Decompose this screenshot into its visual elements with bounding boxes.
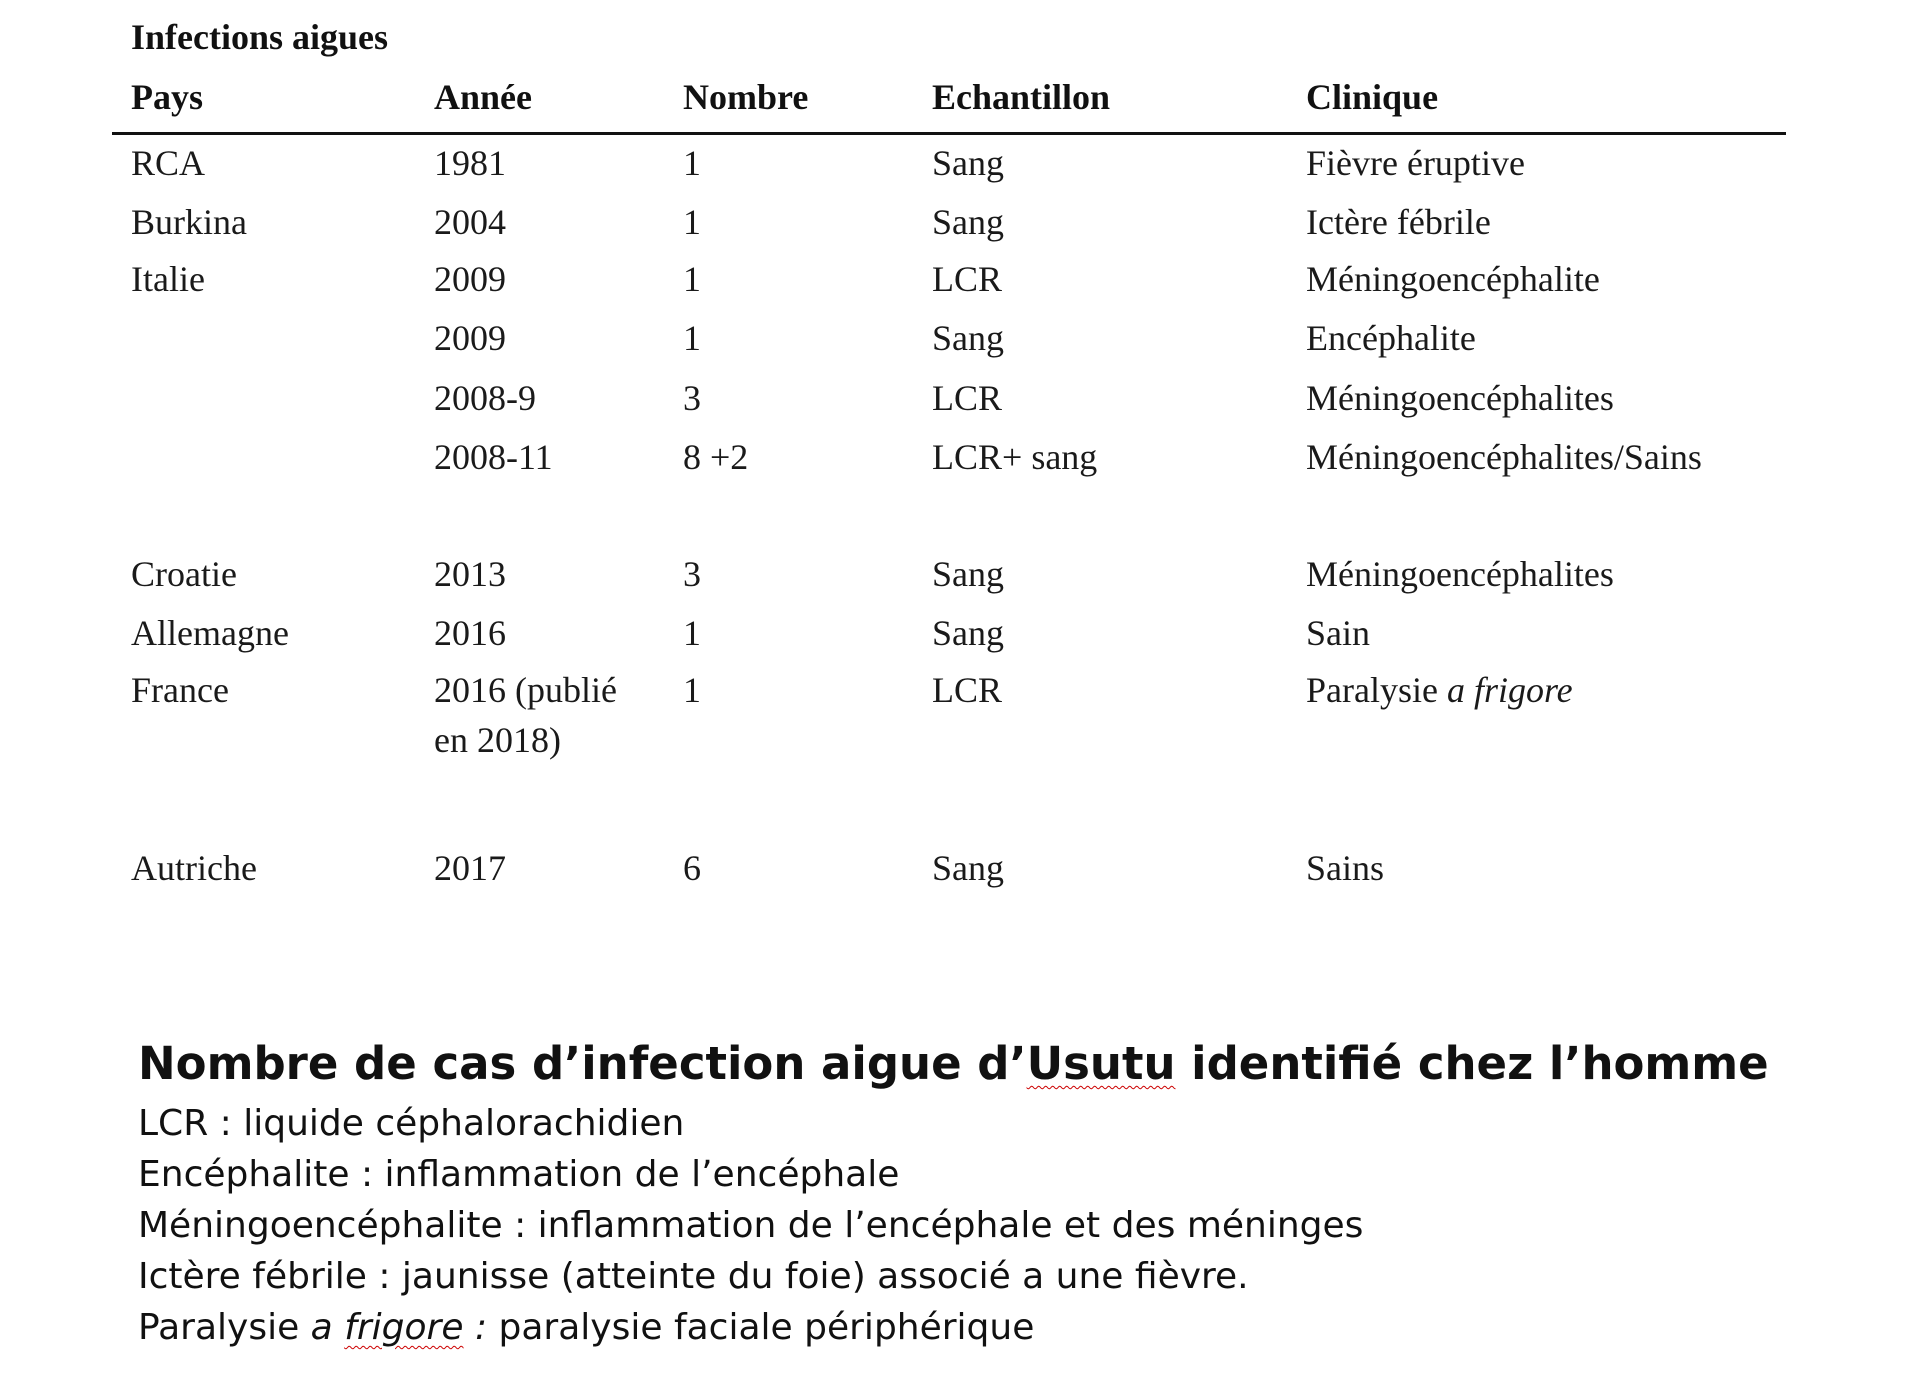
cell-clinique: Ictère fébrile: [1306, 202, 1491, 242]
cell-clinique: Sains: [1306, 848, 1385, 888]
cell-nombre: 1: [683, 613, 701, 653]
cell-echantillon: Sang: [932, 318, 1004, 358]
cell-clinique: Méningoencéphalites/Sains: [1306, 437, 1702, 477]
header-rule: [112, 132, 1786, 135]
definition-prefix: Paralysie: [138, 1307, 311, 1348]
column-header-echantillon: Echantillon: [932, 77, 1111, 117]
cell-nombre: 1: [683, 318, 701, 358]
cell-nombre: 6: [683, 848, 701, 888]
caption-title-pre: Nombre de cas d’infection aigue d’: [138, 1037, 1027, 1090]
cell-pays: Italie: [131, 259, 205, 299]
definition-line: Ictère fébrile : jaunisse (atteinte du foie) associé a une fièvre.: [138, 1256, 1249, 1297]
cell-nombre: 1: [683, 670, 701, 710]
table-row: [0, 373, 1920, 429]
clinique-text: Paralysie: [1306, 670, 1447, 710]
cell-annee: 2008-9: [434, 378, 536, 418]
cell-echantillon: Sang: [932, 848, 1004, 888]
cell-annee: 2016: [434, 613, 506, 653]
table-row: [0, 432, 1920, 488]
cell-clinique: Encéphalite: [1306, 318, 1476, 358]
table-row: [0, 313, 1920, 369]
definition-line: LCR : liquide céphalorachidien: [138, 1103, 685, 1144]
definition-line: [138, 1302, 1363, 1353]
cell-echantillon: Sang: [932, 143, 1004, 183]
table-row: [0, 254, 1920, 310]
table-row: [0, 665, 1920, 775]
cell-annee: 2009: [434, 318, 506, 358]
cell-annee: 2009: [434, 259, 506, 299]
definitions-list: [138, 1098, 1363, 1353]
column-header-annee: Année: [434, 77, 532, 117]
cell-nombre: 1: [683, 143, 701, 183]
definition-italic-colon: :: [463, 1307, 488, 1348]
cell-echantillon: Sang: [932, 202, 1004, 242]
caption-title-post: identifié chez l’homme: [1175, 1037, 1769, 1090]
cell-pays: Burkina: [131, 202, 247, 242]
clinique-italic-text: a frigore: [1446, 670, 1573, 710]
definition-line: Encéphalite : inflammation de l’encéphale: [138, 1154, 900, 1195]
table-row: [0, 549, 1920, 605]
table-title: Infections aigues: [131, 17, 389, 57]
cell-clinique: Fièvre éruptive: [1306, 143, 1525, 183]
cell-clinique: Méningoencéphalites: [1306, 554, 1614, 594]
cell-clinique: Méningoencéphalite: [1306, 259, 1600, 299]
cell-echantillon: LCR: [932, 378, 1003, 418]
cell-pays: Allemagne: [131, 613, 289, 653]
column-header-nombre: Nombre: [683, 77, 809, 117]
cell-nombre: 1: [683, 259, 701, 299]
caption-title-flagged-word: Usutu: [1026, 1037, 1176, 1090]
cell-annee: 2013: [434, 554, 506, 594]
cell-echantillon: Sang: [932, 554, 1004, 594]
column-header-pays: Pays: [131, 77, 203, 117]
cell-annee: 2008-11: [434, 437, 553, 477]
definition-line: Méningoencéphalite : inflammation de l’encéphale et des méninges: [138, 1205, 1364, 1246]
column-header-clinique: Clinique: [1306, 77, 1439, 117]
cell-nombre: 3: [683, 554, 701, 594]
cell-annee: 2017: [434, 848, 506, 888]
cell-annee: 2004: [434, 202, 506, 242]
cell-echantillon: LCR+ sang: [932, 437, 1098, 477]
definition-rest: paralysie faciale périphérique: [487, 1307, 1035, 1348]
table-row: [0, 197, 1920, 253]
cell-nombre: 8 +2: [683, 437, 749, 477]
table-row: [0, 608, 1920, 664]
table-row: [0, 843, 1920, 899]
cell-echantillon: LCR: [932, 259, 1003, 299]
cell-pays: RCA: [131, 143, 206, 183]
cell-clinique: Sain: [1306, 613, 1371, 653]
cell-clinique: [1306, 665, 1573, 715]
cell-annee: 2016 (publié en 2018): [434, 670, 617, 760]
table-row: [0, 138, 1920, 194]
definition-italic-flagged-word: frigore: [344, 1307, 464, 1348]
cell-pays: Autriche: [131, 848, 257, 888]
cell-echantillon: LCR: [932, 670, 1003, 710]
cell-echantillon: Sang: [932, 613, 1004, 653]
table-header-row: [0, 74, 1920, 124]
cell-nombre: 3: [683, 378, 701, 418]
cell-pays: France: [131, 670, 229, 710]
caption-title: [138, 1034, 1769, 1094]
cell-pays: Croatie: [131, 554, 237, 594]
definition-italic-a: a: [310, 1307, 345, 1348]
cell-annee: 1981: [434, 143, 506, 183]
cell-nombre: 1: [683, 202, 701, 242]
cell-clinique: Méningoencéphalites: [1306, 378, 1614, 418]
